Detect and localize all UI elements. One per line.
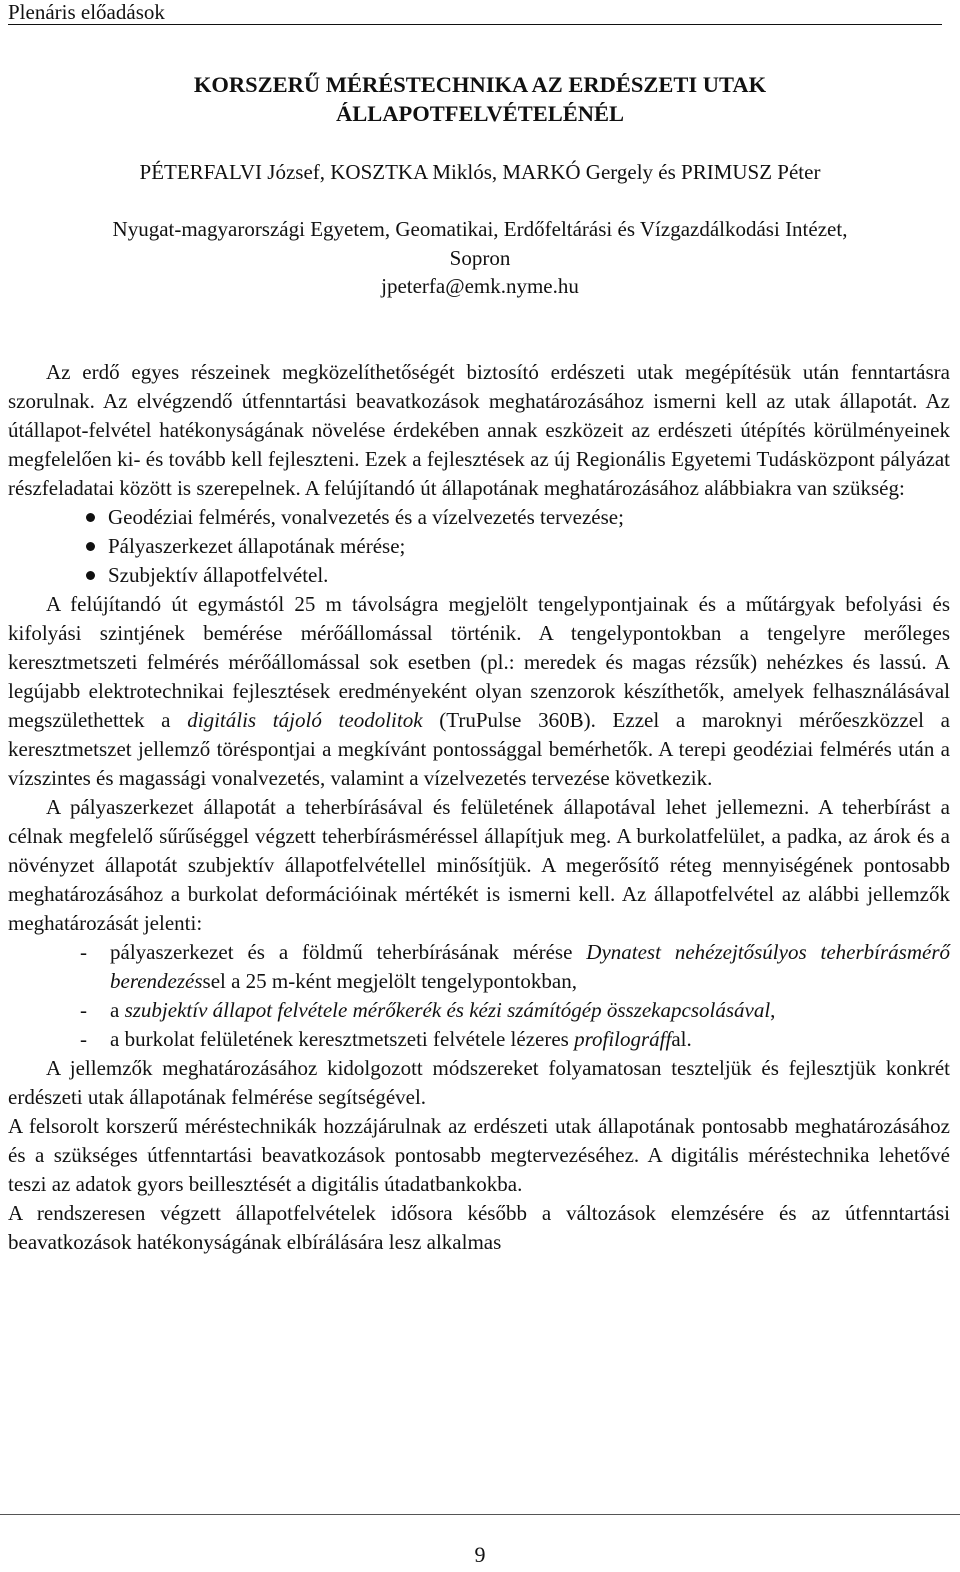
dash-item-text: al. [671,1027,692,1051]
abstract-body [8,358,950,1257]
dash-item-text: sel a 25 m-ként megjelölt tengelypontokban, [202,969,577,993]
dash-list [8,938,950,1054]
affiliation [0,215,960,273]
paragraph-2-italic: digitális tájoló teodolitok [187,708,423,732]
paragraph-4: A jellemzők meghatározásához kidolgozott módszereket folyamatosan teszteljük és fejlesztjük konkrét erdészeti utak állapotának felmérése segítségével. [8,1056,950,1109]
dash-item-text: a [110,998,125,1022]
dash-item [8,1025,950,1054]
authors: PÉTERFALVI József, KOSZTKA Miklós, MARKÓ Gergely és PRIMUSZ Péter [139,160,821,184]
affiliation-line-2: Sopron [449,246,511,270]
bullet-item: Szubjektív állapotfelvétel. [8,561,950,590]
paragraph-2-text-b: (TruPulse 360B). Ezzel a maroknyi mérőeszközzel a keresztmetszet jellemző töréspontjai a megkívánt pontossággal bemérhetők. A terepi geodéziai felmérés után a vízszintes és magassági vonalvezetés, valamint a vízelvezetés tervezése következik. [8,708,950,790]
paragraph-5: A felsorolt korszerű méréstechnikák hozzájárulnak az erdészeti utak állapotának pontosabb meghatározásához és a szükséges útfenntartási beavatkozások pontosabb megtervezéséhez. A digitális méréstechnika lehetővé teszi az adatok gyors beillesztését a digitális útadatbankokba. [8,1114,950,1196]
paper-title [0,70,960,128]
dash-marker: - [80,940,87,964]
email-address: jpeterfa@emk.nyme.hu [381,274,579,298]
dash-item-text: , [770,998,776,1022]
paper-title-line-2: ÁLLAPOTFELVÉTELÉNÉL [335,101,624,126]
bullet-item: Pályaszerkezet állapotának mérése; [8,532,950,561]
dash-item [8,996,950,1025]
dash-item [8,938,950,996]
paragraph-2-text-a: A felújítandó út egymástól 25 m távolságra megjelölt tengelypontjainak és a műtárgyak befolyási és kifolyási szintjének bemérése mérőállomással történik. A tengelypontokban a tengelyre merőleges keresztmetszeti felmérés mérőállomással sok esetben (pl.: meredek és magas rézsűk) nehézkes és lassú. A legújabb elektrotechnikai fejlesztések eredményeként olyan szenzorok készíthetők, amelyek felhasználásával megszülethettek a [8,592,950,732]
dash-item-text: pályaszerkezet és a földmű teherbírásának mérése [110,940,587,964]
bullet-item: Geodéziai felmérés, vonalvezetés és a vízelvezetés tervezése; [8,503,950,532]
paragraph-1: Az erdő egyes részeinek megközelíthetőségét biztosító erdészeti utak megépítésük után fenntartásra szorulnak. Az elvégzendő útfenntartási beavatkozások meghatározásához ismerni kell az utak állapotát. Az útállapot-felvétel hatékonyságának növelése érdekében annak eszközeit az erdészeti útépítés körülményeinek megfelelően ki- és tovább kell fejleszteni. Ezek a fejlesztések az új Regionális Egyetemi Tudásközpont pályázat részfeladatai között is szerepelnek. A felújítandó út állapotának meghatározásához alábbiakra van szükség: [8,360,950,500]
affiliation-line-1: Nyugat-magyarországi Egyetem, Geomatikai, Erdőfeltárási és Vízgazdálkodási Intézet, [112,217,848,241]
paragraph-3: A pályaszerkezet állapotát a teherbírásával és felületének állapotával lehet jellemezni. A teherbírást a célnak megfelelő sűrűséggel végzett teherbírásméréssel állapítjuk meg. A burkolatfelület, a padka, az árok és a növényzet állapotát szubjektív állapotfelvétellel minősítjük. A megerősítő réteg mennyiségének pontosabb meghatározásához a burkolat deformációinak mértékét is ismerni kell. Az állapotfelvétel az alábbi jellemzők meghatározását jelenti: [8,795,950,935]
footer-divider [0,1514,960,1515]
page-number: 9 [474,1542,486,1567]
dash-item-italic: szubjektív állapot felvétele mérőkerék és kézi számítógép összekapcsolásával [124,998,771,1022]
paragraph-6: A rendszeresen végzett állapotfelvételek idősora később a változások elemzésére és az útfenntartási beavatkozások hatékonyságának elbírálására lesz alkalmas [8,1201,950,1254]
paragraph-2 [8,590,950,793]
paper-title-line-1: KORSZERŰ MÉRÉSTECHNIKA AZ ERDÉSZETI UTAK [193,72,767,97]
dash-item-text: a burkolat felületének keresztmetszeti felvétele lézeres [110,1027,575,1051]
bullet-list [8,503,950,590]
running-header: Plenáris előadások [8,0,942,25]
dash-item-italic: Dynatest nehézejtősúlyos teherbírásmérő berendezés [110,940,950,993]
dash-marker: - [80,1027,87,1051]
dash-item-italic: profilográff [574,1027,672,1051]
dash-marker: - [80,998,87,1022]
